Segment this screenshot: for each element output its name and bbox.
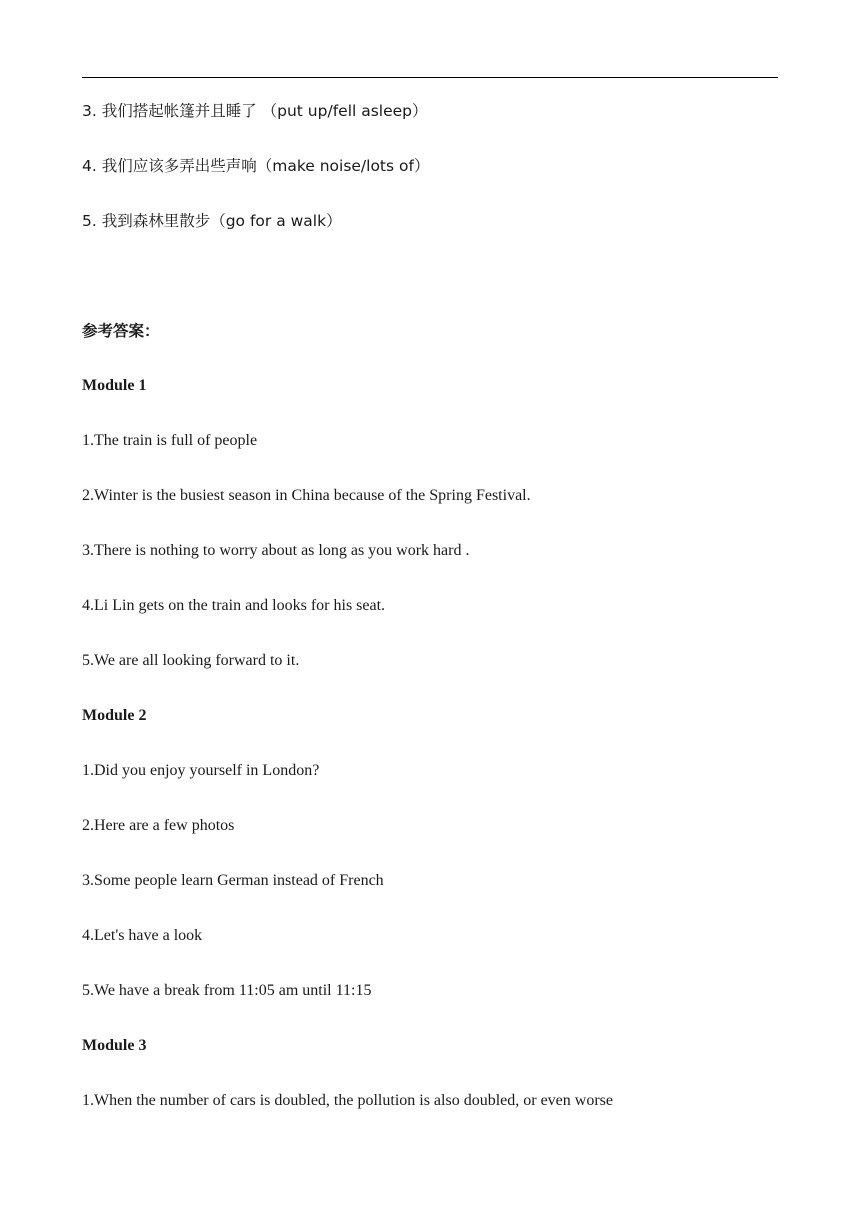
module-1-answer-5: 5.We are all looking forward to it. [82,652,300,669]
module-2-title: Module 2 [82,707,147,724]
module-3-title: Module 3 [82,1037,147,1054]
exercise-item-3: 3. 我们搭起帐篷并且睡了 （put up/fell asleep） [82,102,428,120]
answers-heading: 参考答案： [82,322,160,340]
module-1-answer-3: 3.There is nothing to worry about as long as you work hard . [82,542,470,559]
module-1-answer-4: 4.Li Lin gets on the train and looks for his seat. [82,597,386,614]
module-2-answer-2: 2.Here are a few photos [82,817,235,834]
module-1-answer-2: 2.Winter is the busiest season in China because of the Spring Festival. [82,487,531,504]
module-2-answer-4: 4.Let's have a look [82,927,203,944]
header-rule [82,77,778,78]
module-2-answer-1: 1.Did you enjoy yourself in London? [82,762,320,779]
module-2-answer-3: 3.Some people learn German instead of French [82,872,384,889]
module-3-answer-1: 1.When the number of cars is doubled, the pollution is also doubled, or even worse [82,1092,613,1109]
exercise-item-5: 5. 我到森林里散步（go for a walk） [82,212,342,230]
module-1-answer-1: 1.The train is full of people [82,432,258,449]
module-2-answer-5: 5.We have a break from 11:05 am until 11:15 [82,982,372,999]
exercise-item-4: 4. 我们应该多弄出些声响（make noise/lots of） [82,157,430,175]
module-1-title: Module 1 [82,377,147,394]
